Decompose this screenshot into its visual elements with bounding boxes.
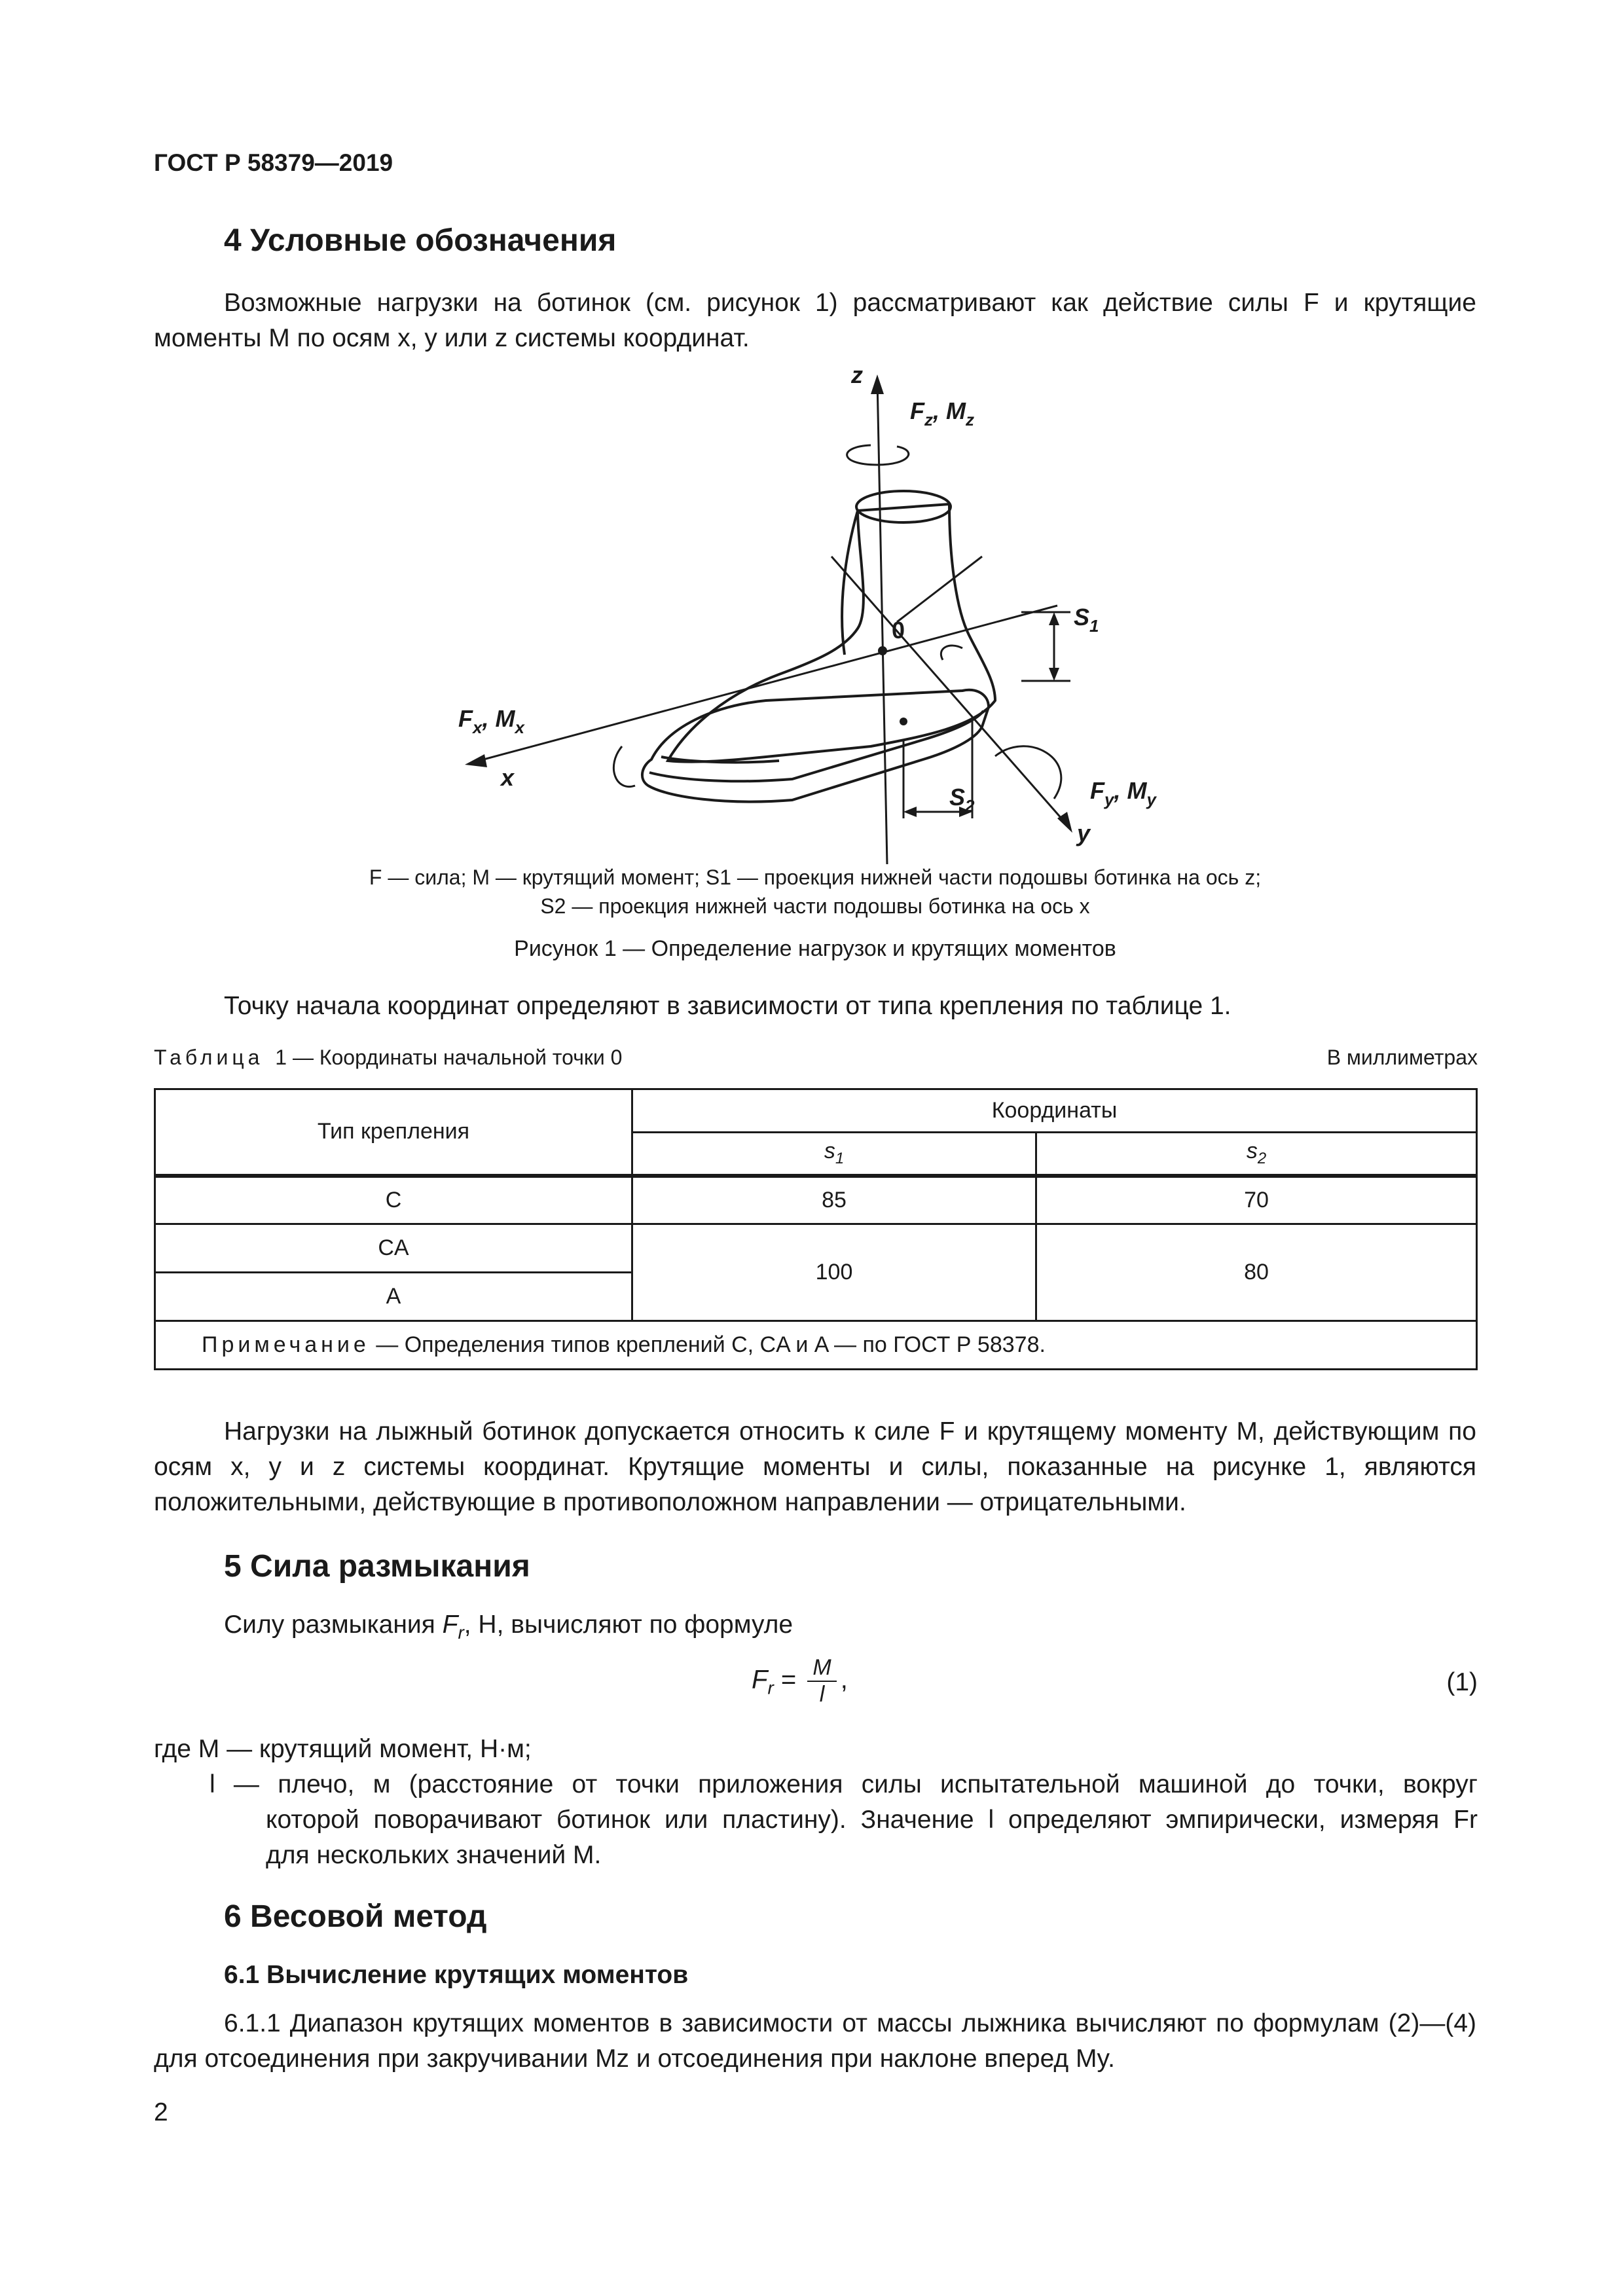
- section-4-paragraph: Возможные нагрузки на ботинок (см. рисунок 1) рассматривают как действие силы F и крутящие моменты M по осям x, y или z системы координат.: [154, 289, 1476, 352]
- section-5-intro: Силу размыкания $F_r$, Н, вычисляют по формуле: [224, 1611, 793, 1643]
- header-s2: $s_2$: [1036, 1133, 1477, 1176]
- formula-1-number: (1): [1446, 1668, 1478, 1696]
- z-axis: [877, 380, 887, 864]
- cell-type: CA: [155, 1224, 632, 1273]
- figure-1-title: Рисунок 1 — Определение нагрузок и крутящих моментов: [514, 936, 1116, 961]
- cell-type: C: [155, 1176, 632, 1224]
- cell-s1: 85: [632, 1176, 1036, 1224]
- where-m: где M — крутящий момент, Н·м;: [154, 1735, 532, 1763]
- y-axis-label: y: [1077, 820, 1091, 847]
- svg-text:Fy, My: $F_y$, $M_y$: [1090, 777, 1156, 809]
- boot-upper: [668, 504, 995, 762]
- svg-text:S1: $S_1$: [1074, 604, 1099, 636]
- loads-paragraph: Нагрузки на лыжный ботинок допускается относить к силе F и крутящему моменту M, действующим по осям x, y и z системы координат. Крутящие моменты и силы, показанные на рисунке 1, являются положительными, действующие в противоположном направлении — отрицательными.: [154, 1417, 1476, 1516]
- table-row: [155, 1176, 1477, 1224]
- document-code: ГОСТ Р 58379—2019: [154, 149, 393, 176]
- table-row: [155, 1224, 1477, 1273]
- section-6-title: 6 Весовой метод: [224, 1899, 487, 1934]
- cell-type: A: [155, 1273, 632, 1321]
- formula-1: $F_r$ = $\frac{M}{l}$ ,: [752, 1655, 848, 1707]
- where-l-line-3: для нескольких значений M.: [266, 1841, 602, 1869]
- svg-text:Fx, Mx: $F_x$, $M_x$: [458, 705, 524, 737]
- cell-s2: 70: [1036, 1176, 1477, 1224]
- section-4-title: 4 Условные обозначения: [224, 223, 617, 258]
- header-coordinates: Координаты: [632, 1089, 1476, 1133]
- table-1-caption: Таблица 1 — Координаты начальной точки 0: [154, 1046, 623, 1069]
- page-number: 2: [154, 2098, 168, 2126]
- section-6-1-1-paragraph: 6.1.1 Диапазон крутящих моментов в зависимости от массы лыжника вычисляют по формулам (2)—(4) для отсоединения при закручивании Mz и отсоединения при наклоне вперед My.: [154, 2009, 1476, 2073]
- cell-s2: 80: [1036, 1224, 1477, 1321]
- figure-1-legend-line-2: S2 — проекция нижней части подошвы ботинка на ось x: [540, 894, 1090, 918]
- header-type: Тип крепления: [155, 1089, 632, 1176]
- boot-sole: [642, 690, 989, 802]
- svg-text:S2: $S_2$: [949, 784, 975, 816]
- figure-1-legend-line-1: F — сила; M — крутящий момент; S1 — проекция нижней части подошвы ботинка на ось z;: [369, 866, 1262, 889]
- table-1: [154, 1088, 1478, 1370]
- x-axis-label: x: [501, 764, 515, 791]
- table-1-units: В миллиметрах: [1326, 1046, 1478, 1069]
- section-6-1-title: 6.1 Вычисление крутящих моментов: [224, 1961, 689, 1989]
- section-5-title: 5 Сила размыкания: [224, 1549, 530, 1584]
- origin-paragraph: Точку начала координат определяют в зависимости от типа крепления по таблице 1.: [224, 992, 1231, 1020]
- z-axis-label: z: [851, 361, 863, 388]
- header-s1: $s_1$: [632, 1133, 1036, 1176]
- mx-rotation-arrow: [613, 746, 635, 787]
- svg-text:Fz, Mz: $F_z$, $M_z$: [910, 397, 975, 429]
- where-l-line-2: которой поворачивают ботинок или пластину). Значение l определяют эмпирически, измеряя Fr: [266, 1806, 1478, 1834]
- where-l-line-1: l — плечо, м (расстояние от точки приложения силы испытательной машиной до точки, вокруг: [210, 1770, 1478, 1798]
- figure-1-diagram: [452, 360, 1172, 864]
- origin-point: [878, 646, 887, 655]
- origin-label: 0: [892, 617, 905, 644]
- cell-s1: 100: [632, 1224, 1036, 1321]
- table-1-note: Примечание — Определения типов креплений C, CA и A — по ГОСТ Р 58378.: [155, 1321, 1477, 1370]
